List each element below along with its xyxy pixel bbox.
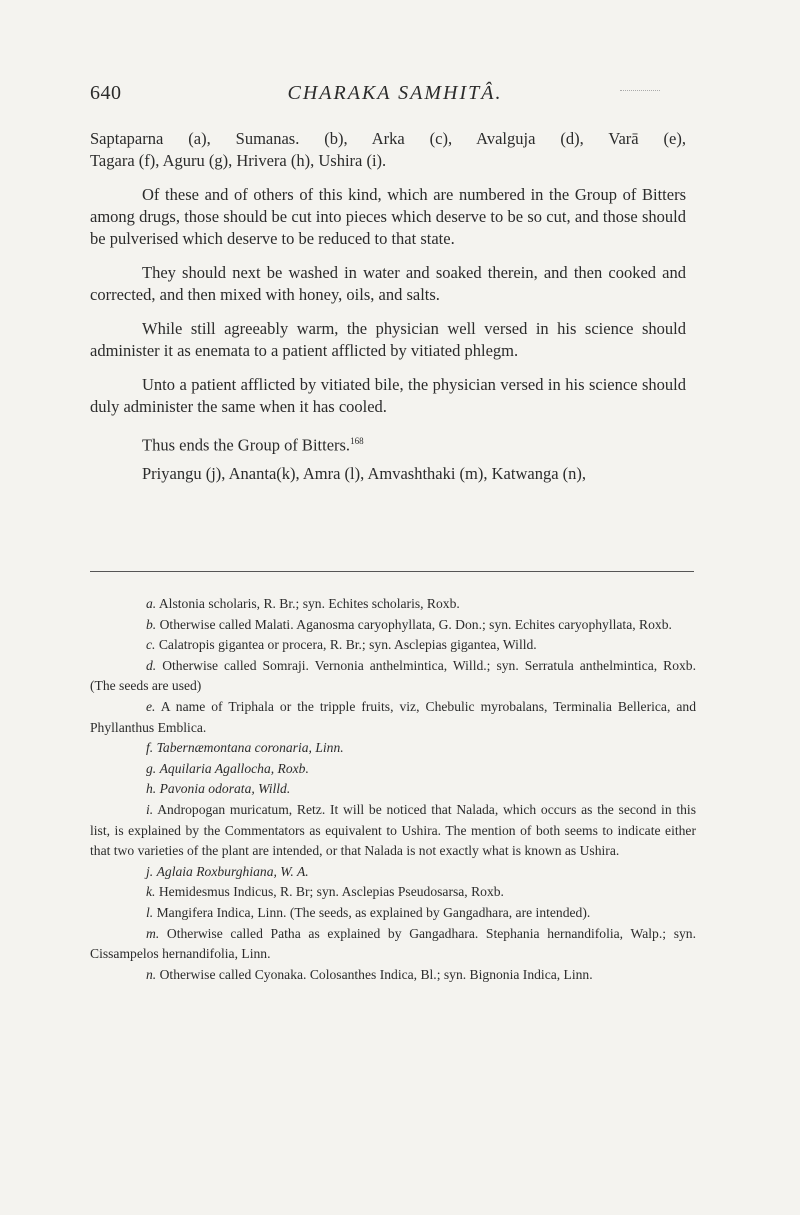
footnote-j: j. Aglaia Roxburghiana, W. A. [146, 863, 309, 879]
footnote-g: g. Aquilaria Agallocha, Roxb. [146, 760, 309, 776]
footnote-c: c. Calatropis gigantea or procera, R. Br.; syn. Asclepias gigantea, Willd. [146, 637, 537, 653]
paragraph-group-end [90, 430, 686, 457]
paragraph-drug-list [90, 128, 686, 172]
paragraph-preparation: Of these and of others of this kind, which are numbered in the Group of Bitters among drugs, those should be cut into pieces which deserve to be so cut, and those should be pulverised which deserve to be reduced to that state. [90, 185, 686, 248]
footnote-a: a. Alstonia scholaris, R. Br.; syn. Echites scholaris, Roxb. [146, 596, 460, 611]
footnote-k: k. Hemidesmus Indicus, R. Br; syn. Asclepias Pseudosarsa, Roxb. [146, 884, 504, 900]
footnote-divider [90, 571, 694, 572]
paragraph-next-group: Priyangu (j), Ananta(k), Amra (l), Amvashthaki (m), Katwanga (n), [142, 463, 587, 483]
paragraph-phlegm: While still agreeably warm, the physician well versed in his science should administer it as enemata to a patient afflicted by vitiated phlegm. [90, 319, 686, 360]
page-number: 640 [90, 82, 122, 104]
footnotes [90, 594, 696, 985]
footnote-d: d. Otherwise called Somraji. Vernonia anthelmintica, Willd.; syn. Serratula anthelmintica, Roxb. (The seeds are used) [90, 657, 697, 694]
footnote-i: i. Andropogan muricatum, Retz. It will be noticed that Nalada, which occurs as the second in this list, is explained by the Commentators as equivalent to Ushira. The mention of both seems to indicate either that two varieties of the plant are intended, or that Nalada is not exactly what is known as Ushira. [90, 801, 697, 859]
group-end-text: Thus ends the Group of Bitters. [142, 435, 351, 455]
main-text [90, 128, 686, 497]
footnote-n: n. Otherwise called Cyonaka. Colosanthes Indica, Bl.; syn. Bignonia Indica, Linn. [146, 966, 593, 982]
footnote-h: h. Pavonia odorata, Willd. [146, 781, 291, 797]
footnote-l: l. Mangifera Indica, Linn. (The seeds, as explained by Gangadhara, are intended). [146, 904, 591, 920]
footnote-m: m. Otherwise called Patha as explained by Gangadhara. Stephania hernandifolia, Walp.; syn. Cissampelos hernandifolia, Linn. [90, 925, 696, 962]
footnote-ref-168: 168 [350, 436, 364, 446]
paragraph-washing: They should next be washed in water and soaked therein, and then cooked and corrected, and then mixed with honey, oils, and salts. [90, 263, 686, 304]
footnote-e: e. A name of Triphala or the tripple fruits, viz, Chebulic myrobalans, Terminalia Bellerica, and Phyllanthus Emblica. [90, 698, 696, 735]
drug-list-line-1: Saptaparna (a), Sumanas. (b), Arka (c), Avalguja (d), Varā (e), [90, 129, 686, 148]
page-header [90, 82, 700, 112]
header-dotted-mark [620, 90, 660, 91]
footnote-f: f. Tabernæmontana coronaria, Linn. [146, 740, 344, 756]
running-title: CHARAKA SAMHITÂ. [287, 82, 503, 104]
drug-list-line-2: Tagara (f), Aguru (g), Hrivera (h), Ushira (i). [90, 151, 387, 170]
footnote-b: b. Otherwise called Malati. Aganosma caryophyllata, G. Don.; syn. Echites caryophyllata, Roxb. [146, 616, 672, 632]
paragraph-bile: Unto a patient afflicted by vitiated bile, the physician versed in his science should duly administer the same when it has cooled. [90, 375, 686, 416]
